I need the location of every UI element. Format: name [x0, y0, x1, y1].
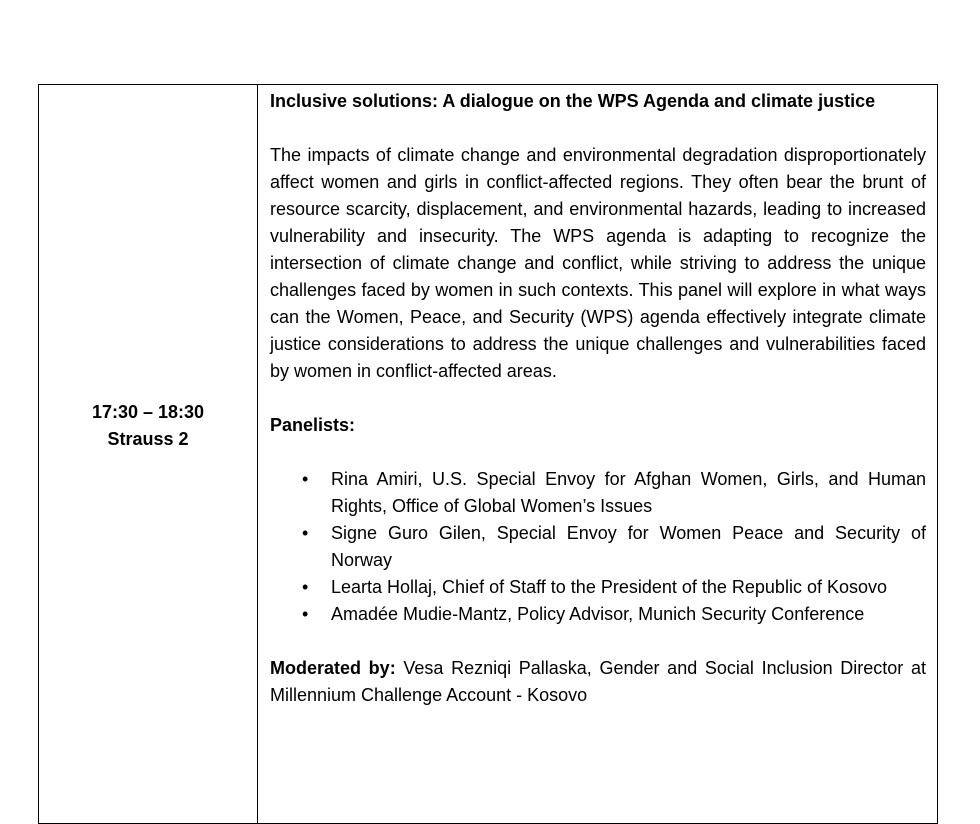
bullet-icon: •: [302, 523, 309, 543]
panelist-text: Amadée Mudie-Mantz, Policy Advisor, Munich Security Conference: [331, 604, 865, 624]
moderator-line: [270, 655, 926, 709]
panelist-text: Rina Amiri, U.S. Special Envoy for Afghan Women, Girls, and Human Rights, Office of Global Women’s Issues: [331, 469, 926, 516]
bullet-icon: •: [302, 469, 309, 489]
panelist-list: [270, 466, 926, 628]
panelist-item: [270, 574, 926, 601]
panelist-text: Signe Guro Gilen, Special Envoy for Women Peace and Security of Norway: [331, 523, 926, 570]
bullet-icon: •: [302, 577, 309, 597]
panelist-item: [270, 601, 926, 628]
session-details-cell: [258, 85, 938, 824]
session-time: 17:30 – 18:30: [91, 402, 205, 422]
agenda-table: [38, 84, 938, 824]
time-location-cell: [39, 85, 258, 824]
session-description: The impacts of climate change and environmental degradation disproportionately affect women and girls in conflict-affected regions. They often bear the brunt of resource scarcity, displacement, and environmental hazards, leading to increased vulnerability and insecurity. The WPS agenda is adapting to recognize the intersection of climate change and conflict, while striving to address the unique challenges faced by women in such contexts. This panel will explore in what ways can the Women, Peace, and Security (WPS) agenda effectively integrate climate justice considerations to address the unique challenges and vulnerabilities faced by women in conflict-affected areas.: [270, 145, 926, 381]
session-row: [39, 85, 938, 824]
panelist-item: [270, 466, 926, 520]
panelist-text: Learta Hollaj, Chief of Staff to the President of the Republic of Kosovo: [331, 577, 887, 597]
moderator-text: Vesa Rezniqi Pallaska, Gender and Social Inclusion Director at Millennium Challenge Account - Kosovo: [270, 658, 926, 705]
panelists-heading: Panelists:: [270, 415, 356, 435]
bullet-icon: •: [302, 604, 309, 624]
session-room: Strauss 2: [107, 429, 189, 449]
session-title: Inclusive solutions: A dialogue on the WPS Agenda and climate justice: [270, 91, 876, 111]
moderated-label: Moderated by:: [270, 658, 396, 678]
time-location: [39, 399, 257, 453]
panelist-item: [270, 520, 926, 574]
